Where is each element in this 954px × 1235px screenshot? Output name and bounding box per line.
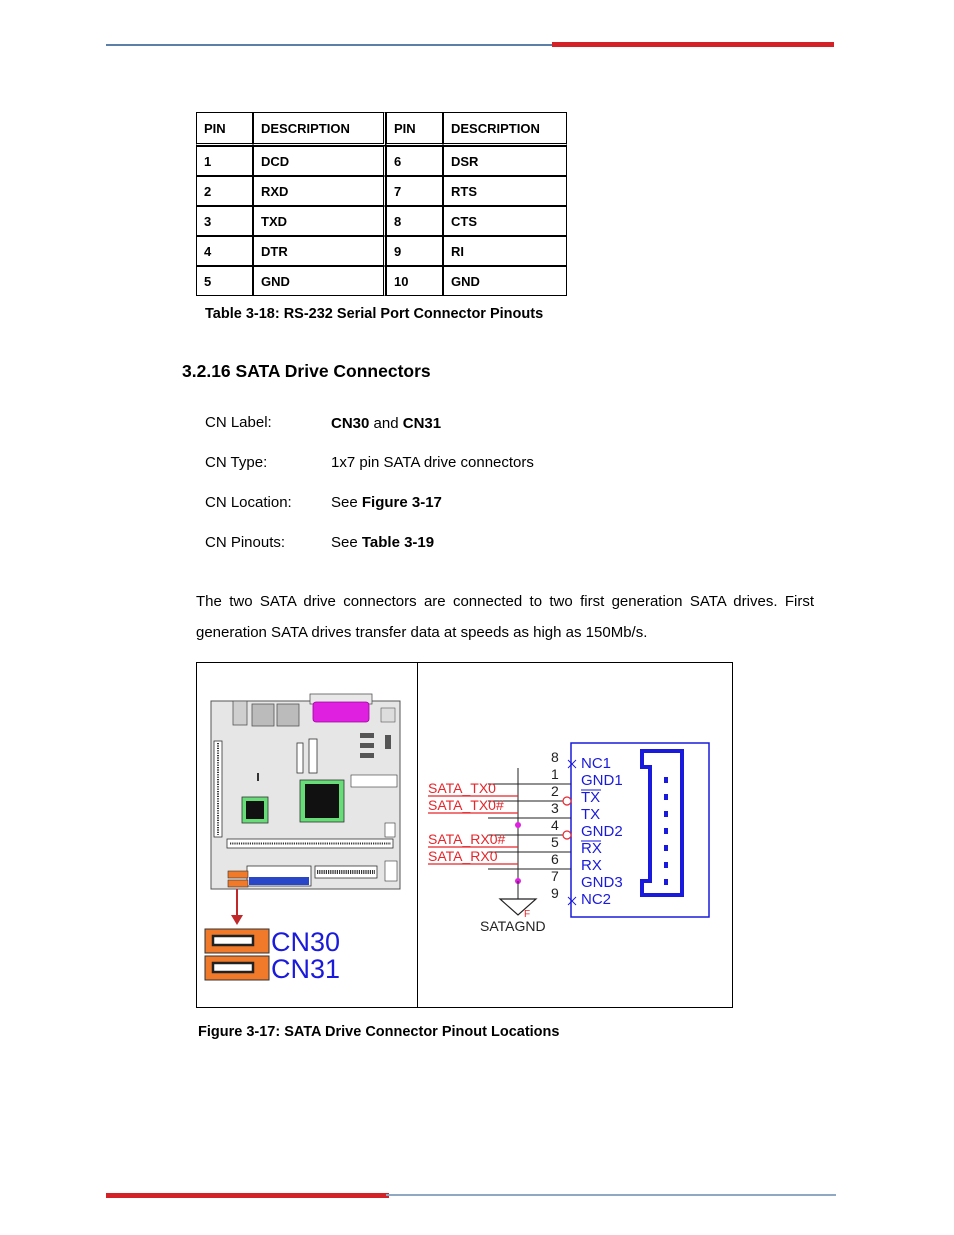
header-pin-1: PIN	[196, 112, 253, 146]
table-cell: 6	[386, 146, 443, 176]
table-cell: 3	[196, 206, 253, 236]
signal-label: SATA_RX0	[428, 848, 498, 864]
cn-label-key: CN Label:	[205, 414, 272, 431]
header-rule-blue	[106, 44, 558, 46]
table-cell: DCD	[253, 146, 386, 176]
cn31-label: CN31	[271, 954, 341, 984]
table-cell: DSR	[443, 146, 567, 176]
cn-location-value	[331, 494, 442, 511]
figure-caption: Figure 3-17: SATA Drive Connector Pinout Locations	[198, 1024, 560, 1040]
table-cell: 2	[196, 176, 253, 206]
see-text: See	[331, 494, 362, 511]
ide-blue	[249, 877, 309, 885]
header-description-1: DESCRIPTION	[253, 112, 386, 146]
table-cell: TXD	[253, 206, 386, 236]
ground-letter: F	[524, 909, 531, 920]
south-bridge	[246, 801, 264, 819]
ground-symbol	[500, 899, 536, 915]
table-row	[196, 176, 567, 206]
motherboard-illustration	[197, 663, 417, 1007]
table-row	[196, 266, 567, 296]
table-link[interactable]: Table 3-19	[361, 534, 435, 551]
table-cell: 8	[386, 206, 443, 236]
table-cell: DTR	[253, 236, 386, 266]
pin-number: 2	[551, 783, 559, 799]
usb-port	[233, 701, 247, 725]
cn-location-key: CN Location:	[205, 494, 292, 511]
table-cell: 7	[386, 176, 443, 206]
table-cell: GND	[443, 266, 567, 296]
cn30-ref: CN30	[331, 415, 370, 432]
signal-label: SATA_TX0#	[428, 797, 504, 813]
table-cell: CTS	[443, 206, 567, 236]
table-row	[196, 236, 567, 266]
cn30-label: CN30	[271, 927, 341, 957]
ground-label: SATAGND	[480, 918, 546, 934]
signal-label: SATA_TX0	[428, 780, 496, 796]
see-text: See	[331, 534, 362, 551]
pin-name: GND3	[581, 874, 623, 891]
header-description-2: DESCRIPTION	[443, 112, 567, 146]
pin-name: GND1	[581, 772, 623, 789]
lan-port-1	[252, 704, 274, 726]
sata-schematic	[418, 663, 732, 1007]
body-paragraph: The two SATA drive connectors are connected to two first generation SATA drives. First generation SATA drives transfer data at speeds as high as 150Mb/s.	[196, 593, 814, 641]
header-rule-red	[552, 42, 834, 47]
footer-rule-blue	[386, 1194, 836, 1196]
cn31-ref: CN31	[402, 415, 442, 432]
lan-port-2	[277, 704, 299, 726]
small-header	[381, 708, 395, 722]
pin-name: RX	[581, 857, 602, 874]
pin-number: 3	[551, 800, 559, 816]
table-cell: GND	[253, 266, 386, 296]
pin-number: 5	[551, 834, 559, 850]
pin-number: 1	[551, 766, 559, 782]
rs232-pinout-table	[196, 112, 567, 296]
table-cell: 10	[386, 266, 443, 296]
table-cell: RI	[443, 236, 567, 266]
header-pin-2: PIN	[386, 112, 443, 146]
pin-number: 4	[551, 817, 559, 833]
cpu-chip	[305, 784, 339, 818]
table-row	[196, 146, 567, 176]
pin-name: TX	[581, 806, 601, 823]
pin-name: TX	[581, 789, 601, 806]
pin-name: NC1	[581, 755, 612, 772]
pin-number: 7	[551, 868, 559, 884]
footer-rule-red	[106, 1193, 389, 1198]
pin-name: GND2	[581, 823, 623, 840]
table-cell: 4	[196, 236, 253, 266]
pin-number: 8	[551, 749, 559, 765]
signal-label: SATA_RX0#	[428, 831, 506, 847]
table-cell: RXD	[253, 176, 386, 206]
section-title: 3.2.16 SATA Drive Connectors	[182, 361, 431, 381]
figure-frame	[196, 662, 733, 1008]
cn-type-value: 1x7 pin SATA drive connectors	[331, 454, 534, 471]
cn-type-key: CN Type:	[205, 454, 268, 471]
table-row	[196, 206, 567, 236]
serial-port-magenta	[313, 702, 369, 722]
table-header-row	[196, 112, 567, 146]
sata-socket-small-1	[228, 871, 248, 878]
table-caption: Table 3-18: RS-232 Serial Port Connector Pinouts	[205, 306, 544, 322]
pin-number: 9	[551, 885, 559, 901]
figure-link[interactable]: Figure 3-17	[361, 494, 442, 511]
sata-socket-small-2	[228, 880, 248, 887]
and-text: and	[369, 415, 403, 432]
cn-pinouts-value	[331, 534, 434, 551]
cn-pinouts-key: CN Pinouts:	[205, 534, 286, 551]
table-cell: 1	[196, 146, 253, 176]
table-cell: 5	[196, 266, 253, 296]
pin-number: 6	[551, 851, 559, 867]
pin-name: NC2	[581, 891, 612, 908]
cn-label-value	[331, 415, 441, 432]
table-cell: RTS	[443, 176, 567, 206]
pin-name: RX	[581, 840, 602, 857]
table-cell: 9	[386, 236, 443, 266]
